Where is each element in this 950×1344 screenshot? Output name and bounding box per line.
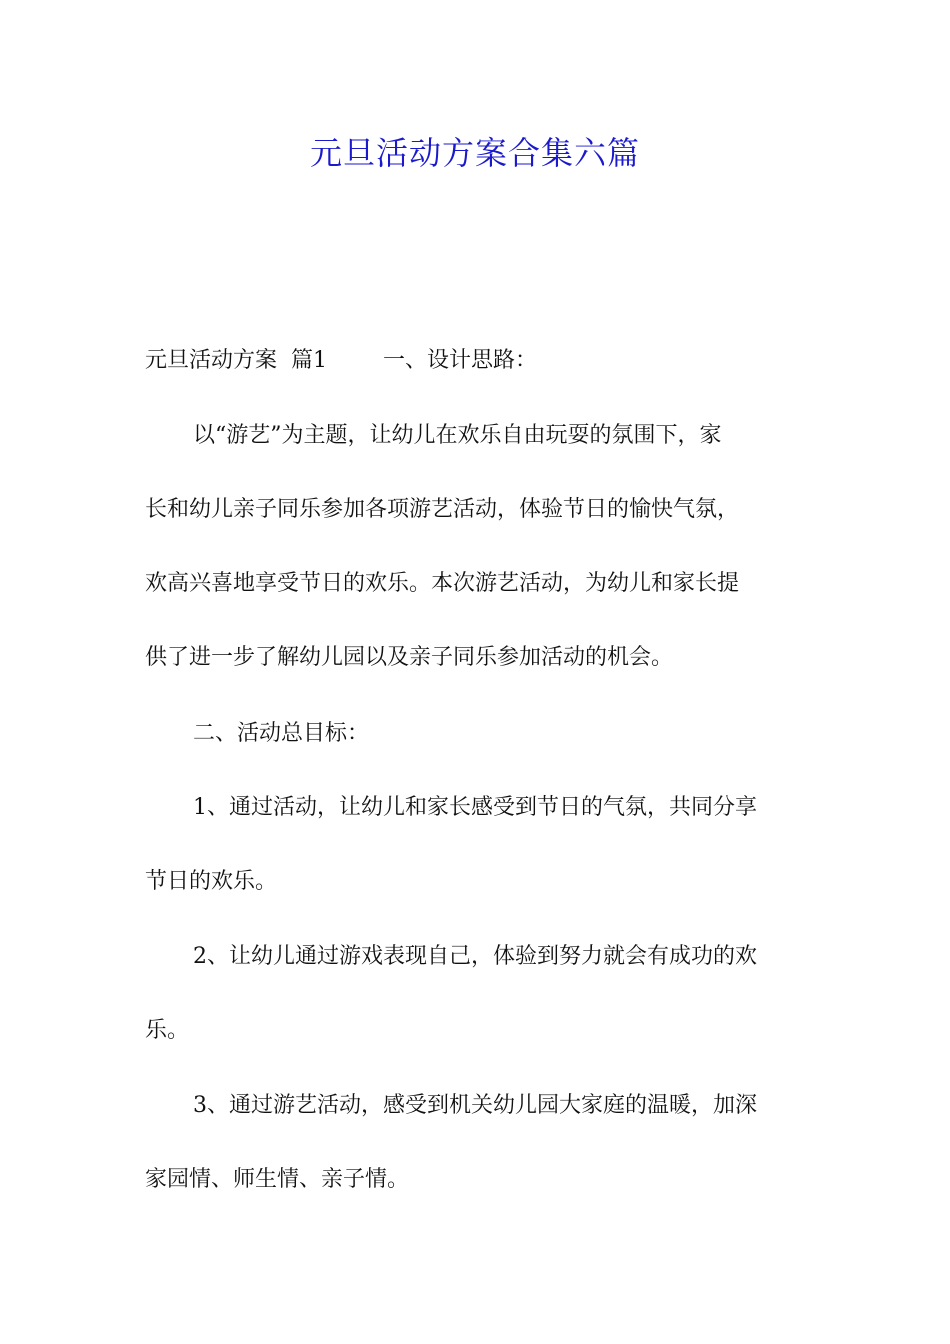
paragraph-line: 以“游艺”为主题，让幼儿在欢乐自由玩耍的氛围下，家 <box>193 423 722 448</box>
paragraph-line: 1、通过活动，让幼儿和家长感受到节日的气氛，共同分享 <box>193 795 757 820</box>
paragraph-line: 长和幼儿亲子同乐参加各项游艺活动，体验节日的愉快气氛， <box>145 497 740 522</box>
paragraph-line: 节日的欢乐。 <box>145 869 278 894</box>
paragraph-line: 欢高兴喜地享受节日的欢乐。本次游艺活动，为幼儿和家长提 <box>145 571 740 596</box>
paragraph-line: 乐。 <box>145 1018 190 1043</box>
document-title: 元旦活动方案合集六篇 <box>309 134 640 172</box>
goals-heading: 二、活动总目标： <box>193 721 370 746</box>
design-idea-heading: 一、设计思路： <box>382 348 537 373</box>
section-heading-line <box>145 346 807 376</box>
section-heading: 元旦活动方案 篇1 <box>145 348 327 373</box>
paragraph-line: 供了进一步了解幼儿园以及亲子同乐参加活动的机会。 <box>145 645 674 670</box>
paragraph-line: 2、让幼儿通过游戏表现自己，体验到努力就会有成功的欢 <box>193 944 757 969</box>
paragraph-line: 家园情、师生情、亲子情。 <box>145 1167 410 1192</box>
heading-gap <box>327 348 383 373</box>
paragraph-line: 3、通过游艺活动，感受到机关幼儿园大家庭的温暖，加深 <box>193 1093 757 1118</box>
